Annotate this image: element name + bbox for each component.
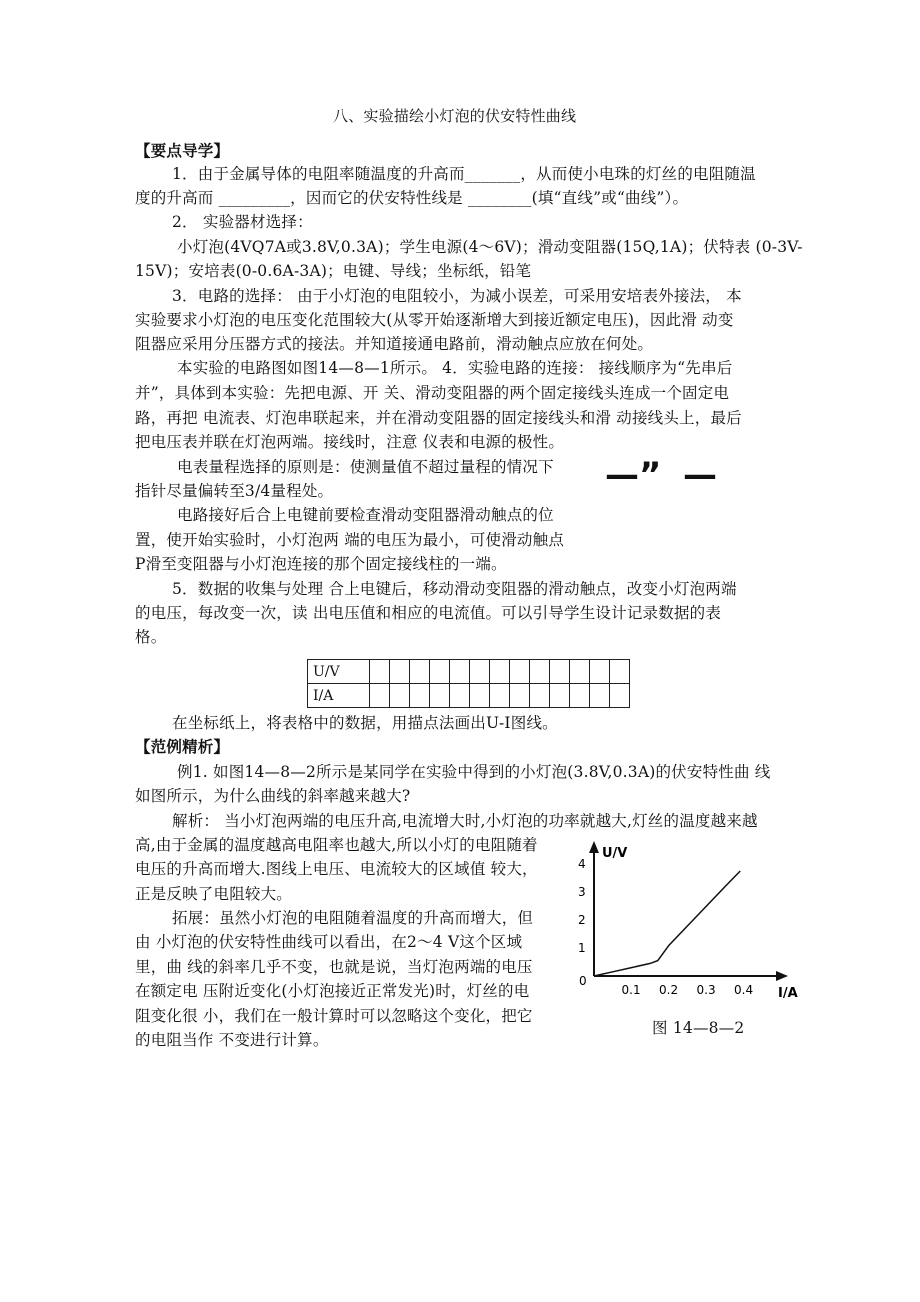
text-line: 电表量程选择的原则是：使测量值不超过量程的情况下 xyxy=(177,458,554,476)
y-tick-label: 3 xyxy=(578,885,586,899)
table-cell xyxy=(570,660,590,684)
section-heading-guide: 【要点导学】 xyxy=(135,141,230,160)
text-line: P滑至变阻器与小灯泡连接的那个固定接线柱的一端。 xyxy=(135,555,507,573)
section-heading-example: 【范例精析】 xyxy=(135,737,230,756)
table-cell xyxy=(530,660,550,684)
x-tick-label: 0.1 xyxy=(621,983,641,997)
y-axis-arrow xyxy=(589,841,599,853)
text-line: 3．电路的选择： 由于小灯泡的电阻较小，为减小误差，可采用安培表外接法， 本 xyxy=(172,287,742,305)
text-line: 1．由于金属导体的电阻率随温度的升高而_______，从而使小电珠的灯丝的电阻随温 xyxy=(172,165,756,183)
x-axis-arrow xyxy=(776,971,788,981)
table-cell xyxy=(490,684,510,708)
table-cell xyxy=(590,684,610,708)
table-cell xyxy=(390,660,410,684)
table-cell xyxy=(490,660,510,684)
text-line: 5．数据的收集与处理 合上电键后，移动滑动变阻器的滑动触点，改变小灯泡两端 xyxy=(172,580,737,598)
table-cell xyxy=(510,684,530,708)
text-line: 如图所示，为什么曲线的斜率越来越大? xyxy=(135,787,411,805)
text-line: 格。 xyxy=(135,628,167,646)
text-line: 由 小灯泡的伏安特性曲线可以看出，在2〜4 V这个区域 xyxy=(135,933,523,951)
x-tick-labels xyxy=(622,983,754,997)
x-tick-label: 0.3 xyxy=(696,983,716,997)
table-cell xyxy=(370,660,390,684)
row-label-voltage: U/V xyxy=(308,660,370,684)
text-line: 电压的升高而增大.图线上电压、电流较大的区域值 较大， xyxy=(135,860,538,878)
table-cell xyxy=(450,660,470,684)
margin-mark-quote: —” xyxy=(605,455,662,495)
text-line: 阻变化很 小，我们在一般计算时可以忽略这个变化，把它 xyxy=(135,1007,533,1025)
page-title: 八、实验描绘小灯泡的伏安特性曲线 xyxy=(333,107,577,125)
table-cell xyxy=(570,684,590,708)
table-cell xyxy=(390,684,410,708)
table-cell xyxy=(610,684,630,708)
text-line: 路，再把 电流表、灯泡串联起来，并在滑动变阻器的固定接线头和滑 动接线头上，最后 xyxy=(135,409,742,427)
text-line: 在额定电 压附近变化(小灯泡接近正常发光)时，灯丝的电 xyxy=(135,982,530,1000)
chart-series xyxy=(594,871,740,976)
x-tick-label: 0.4 xyxy=(734,983,754,997)
table-cell xyxy=(370,684,390,708)
text-line: 的电阻当作 不变进行计算。 xyxy=(135,1031,329,1049)
x-tick-label: 0.2 xyxy=(659,983,679,997)
table-row-voltage xyxy=(308,660,630,684)
table-cell xyxy=(470,660,490,684)
y-tick-label: 1 xyxy=(578,941,586,955)
text-line: 15V)；安培表(0-0.6A-3A)；电键、导线；坐标纸，铅笔 xyxy=(135,262,532,280)
table-cell xyxy=(410,684,430,708)
text-line: 2． 实验器材选择： xyxy=(172,213,313,231)
y-tick-label: 4 xyxy=(578,857,586,871)
table-cell xyxy=(410,660,430,684)
text-line: 指针尽量偏转至3/4量程处。 xyxy=(135,482,334,500)
text-line: 置，使开始实验时，小灯泡两 端的电压为最小，可使滑动触点 xyxy=(135,531,565,549)
text-line: 解析： 当小灯泡两端的电压升高,电流增大时,小灯泡的功率就越大,灯丝的温度越来越 xyxy=(172,812,758,830)
table-cell xyxy=(510,660,530,684)
y-axis-label: U/V xyxy=(602,846,628,861)
table-cell xyxy=(430,660,450,684)
text-line: 里，曲 线的斜率几乎不变，也就是说，当灯泡两端的电压 xyxy=(135,958,533,976)
text-line: 电路接好后合上电键前要检查滑动变阻器滑动触点的位 xyxy=(177,506,554,524)
text-line: 本实验的电路图如图14—8—1所示。 4．实验电路的连接： 接线顺序为“先串后 xyxy=(177,359,733,377)
text-line: 并”，具体到本实验：先把电源、开 关、滑动变阻器的两个固定接线头连成一个固定电 xyxy=(135,384,730,402)
text-line: 拓展：虽然小灯泡的电阻随着温度的升高而增大，但 xyxy=(172,909,534,927)
y-tick-labels xyxy=(578,857,586,955)
table-cell xyxy=(590,660,610,684)
x-axis-label: I/A xyxy=(778,986,798,1001)
margin-mark-dash: — xyxy=(683,455,717,495)
text-line: 在坐标纸上，将表格中的数据，用描点法画出U-I图线。 xyxy=(172,714,558,732)
table-row-current xyxy=(308,684,630,708)
text-line: 度的升高而 _________，因而它的伏安特性线是 ________(填“直线”或“曲线”）。 xyxy=(135,189,689,207)
table-cell xyxy=(610,660,630,684)
row-label-current: I/A xyxy=(308,684,370,708)
series-line xyxy=(594,871,740,976)
chart-axes xyxy=(589,841,788,981)
text-line: 高,由于金属的温度越高电阻率也越大,所以小灯的电阻随着 xyxy=(135,836,538,854)
text-line: 的电压，每改变一次，读 出电压值和相应的电流值。可以引导学生设计记录数据的表 xyxy=(135,604,722,622)
figure-caption: 图 14—8—2 xyxy=(652,1019,745,1037)
table-cell xyxy=(550,660,570,684)
y-tick-label: 2 xyxy=(578,913,586,927)
text-line: 正是反映了电阻较大。 xyxy=(135,885,293,903)
table-cell xyxy=(530,684,550,708)
table-cell xyxy=(470,684,490,708)
text-line: 例1. 如图14—8—2所示是某同学在实验中得到的小灯泡(3.8V,0.3A)的伏安特性曲 线 xyxy=(177,763,771,781)
table-cell xyxy=(430,684,450,708)
text-line: 实验要求小灯泡的电压变化范围较大(从零开始逐渐增大到接近额定电压)，因此滑 动变 xyxy=(135,311,734,329)
text-line: 小灯泡(4VQ7A或3.8V,0.3A)；学生电源(4〜6V)；滑动变阻器(15Q,1A)；伏特表 (0-3V- xyxy=(177,238,803,256)
origin-label: 0 xyxy=(579,974,587,988)
table-cell xyxy=(550,684,570,708)
text-line: 把电压表并联在灯泡两端。接线时，注意 仪表和电源的极性。 xyxy=(135,433,565,451)
data-table xyxy=(307,659,630,708)
text-line: 阻器应采用分压器方式的接法。并知道接通电路前，滑动触点应放在何处。 xyxy=(135,335,654,353)
table-cell xyxy=(450,684,470,708)
